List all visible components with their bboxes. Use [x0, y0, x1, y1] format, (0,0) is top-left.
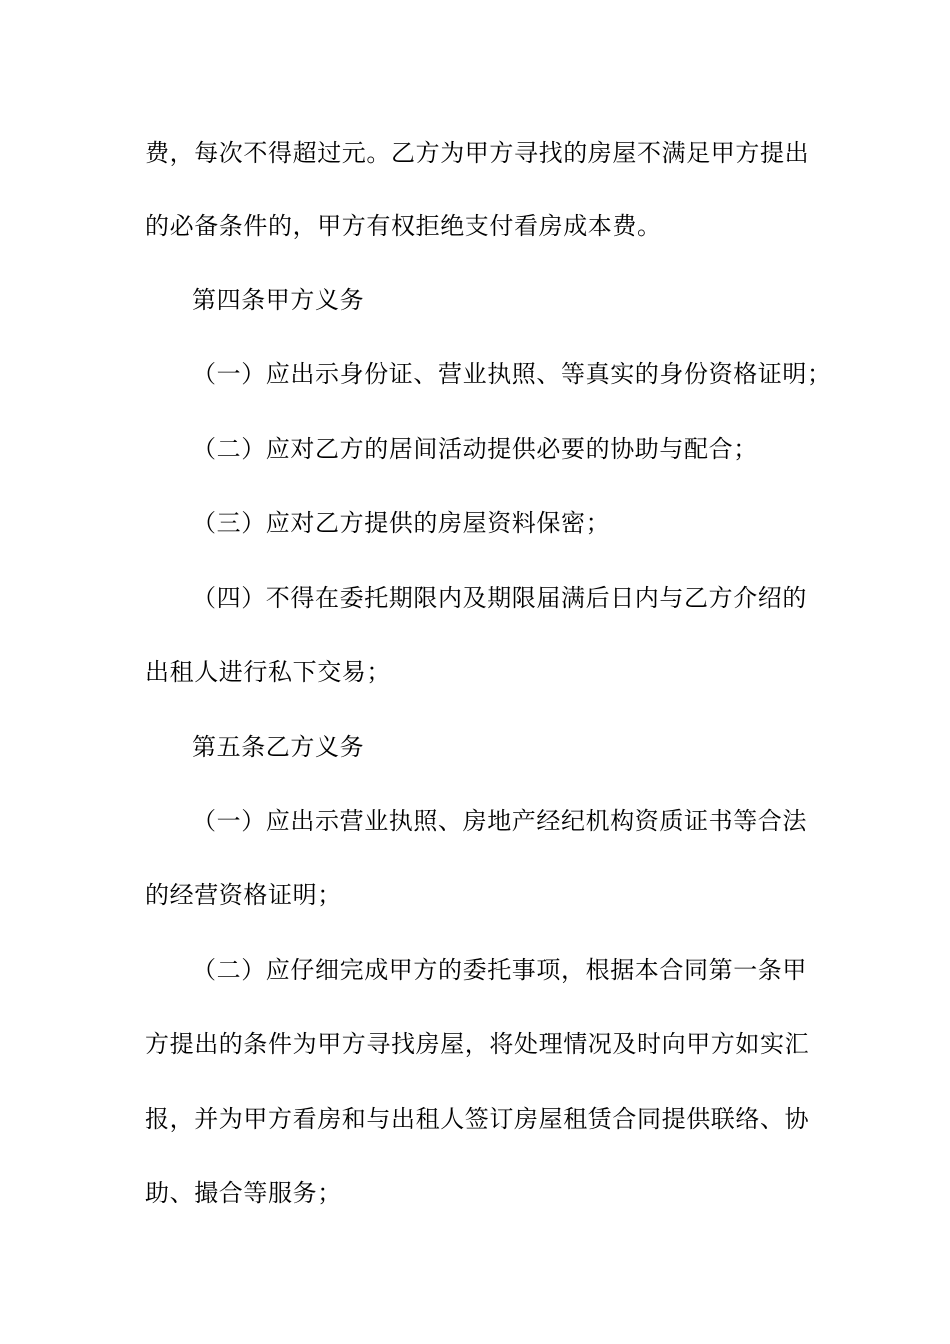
paragraph-line: （二）应仔细完成甲方的委托事项，根据本合同第一条甲	[192, 956, 807, 984]
paragraph-line: 出租人进行私下交易；	[145, 658, 391, 686]
paragraph-line: 方提出的条件为甲方寻找房屋，将处理情况及时向甲方如实汇	[145, 1030, 810, 1058]
paragraph-line: 的必备条件的，甲方有权拒绝支付看房成本费。	[145, 212, 662, 240]
paragraph-line: （一）应出示身份证、营业执照、等真实的身份资格证明；	[192, 360, 832, 388]
paragraph-line: （一）应出示营业执照、房地产经纪机构资质证书等合法	[192, 807, 807, 835]
paragraph-line: （三）应对乙方提供的房屋资料保密；	[192, 509, 611, 537]
section-heading-party-b-obligations: 第五条乙方义务	[192, 733, 365, 761]
paragraph-line: 的经营资格证明；	[145, 881, 342, 909]
section-heading-party-a-obligations: 第四条甲方义务	[192, 286, 365, 314]
paragraph-line: 助、撮合等服务；	[145, 1179, 342, 1207]
paragraph-line: 费，每次不得超过元。乙方为甲方寻找的房屋不满足甲方提出	[145, 139, 810, 167]
paragraph-line: （四）不得在委托期限内及期限届满后日内与乙方介绍的	[192, 584, 807, 612]
paragraph-line: （二）应对乙方的居间活动提供必要的协助与配合；	[192, 435, 758, 463]
paragraph-line: 报，并为甲方看房和与出租人签订房屋租赁合同提供联络、协	[145, 1105, 810, 1133]
